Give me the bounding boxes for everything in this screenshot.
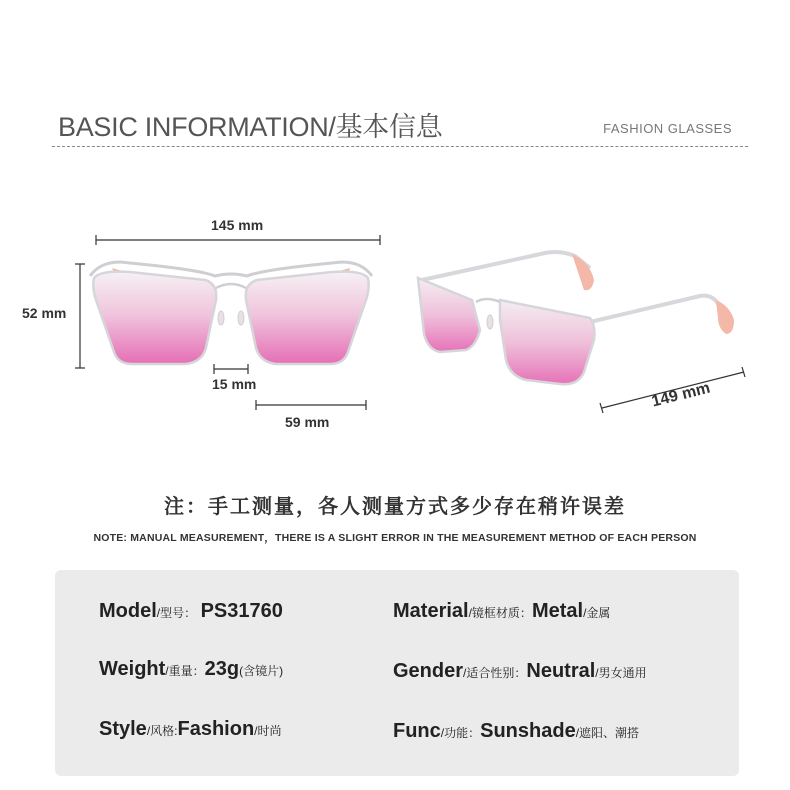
- spec-style-value: Fashion: [177, 718, 255, 740]
- spec-style: Style/风格:Fashion/时尚: [99, 718, 282, 740]
- bridge-dimension: 15 mm: [212, 376, 257, 392]
- far-temple-tip: [572, 254, 594, 290]
- angle-view-glasses: [418, 252, 734, 384]
- spec-gender-value: Neutral: [526, 660, 596, 682]
- spec-material: Material/镜框材质：Metal/金属: [393, 600, 611, 622]
- height-dimension: 52 mm: [22, 305, 67, 321]
- nose-pad-left: [218, 311, 224, 325]
- width-dimension: 145 mm: [211, 217, 264, 233]
- lens-dimension: 59 mm: [285, 414, 330, 430]
- temple-dimension: 149 mm: [650, 379, 712, 411]
- spec-gender: Gender/适合性别：Neutral/男女通用: [393, 660, 647, 682]
- bridge: [216, 284, 246, 288]
- far-lens: [418, 278, 480, 352]
- page-title: BASIC INFORMATION/基本信息: [58, 112, 443, 142]
- near-temple-tip: [716, 300, 734, 334]
- nose-pad-right: [238, 311, 244, 325]
- spec-weight: Weight/重量：23g(含镜片): [99, 658, 284, 680]
- spec-func-value: Sunshade: [480, 720, 576, 742]
- note-chinese: 注：手工测量，各人测量方式多少存在稍许误差: [164, 496, 626, 518]
- far-temple: [422, 252, 590, 280]
- front-view-glasses: [90, 262, 372, 364]
- right-lens: [246, 272, 369, 364]
- spec-model-value: PS31760: [200, 600, 283, 622]
- spec-weight-value: 23g: [204, 658, 240, 680]
- spec-material-value: Metal: [531, 600, 584, 622]
- near-temple: [590, 296, 724, 322]
- near-lens: [500, 300, 595, 384]
- spec-model: Model/型号： PS31760: [99, 600, 283, 622]
- page-subtitle: FASHION GLASSES: [603, 121, 732, 136]
- spec-func: Func/功能：Sunshade/遮阳、潮搭: [393, 720, 640, 742]
- left-lens: [93, 272, 216, 364]
- spec-model-label: Model: [99, 600, 157, 622]
- note-english: NOTE: MANUAL MEASUREMENT，THERE IS A SLIGHT ERROR IN THE MEASUREMENT METHOD OF EACH PERSON: [93, 532, 697, 544]
